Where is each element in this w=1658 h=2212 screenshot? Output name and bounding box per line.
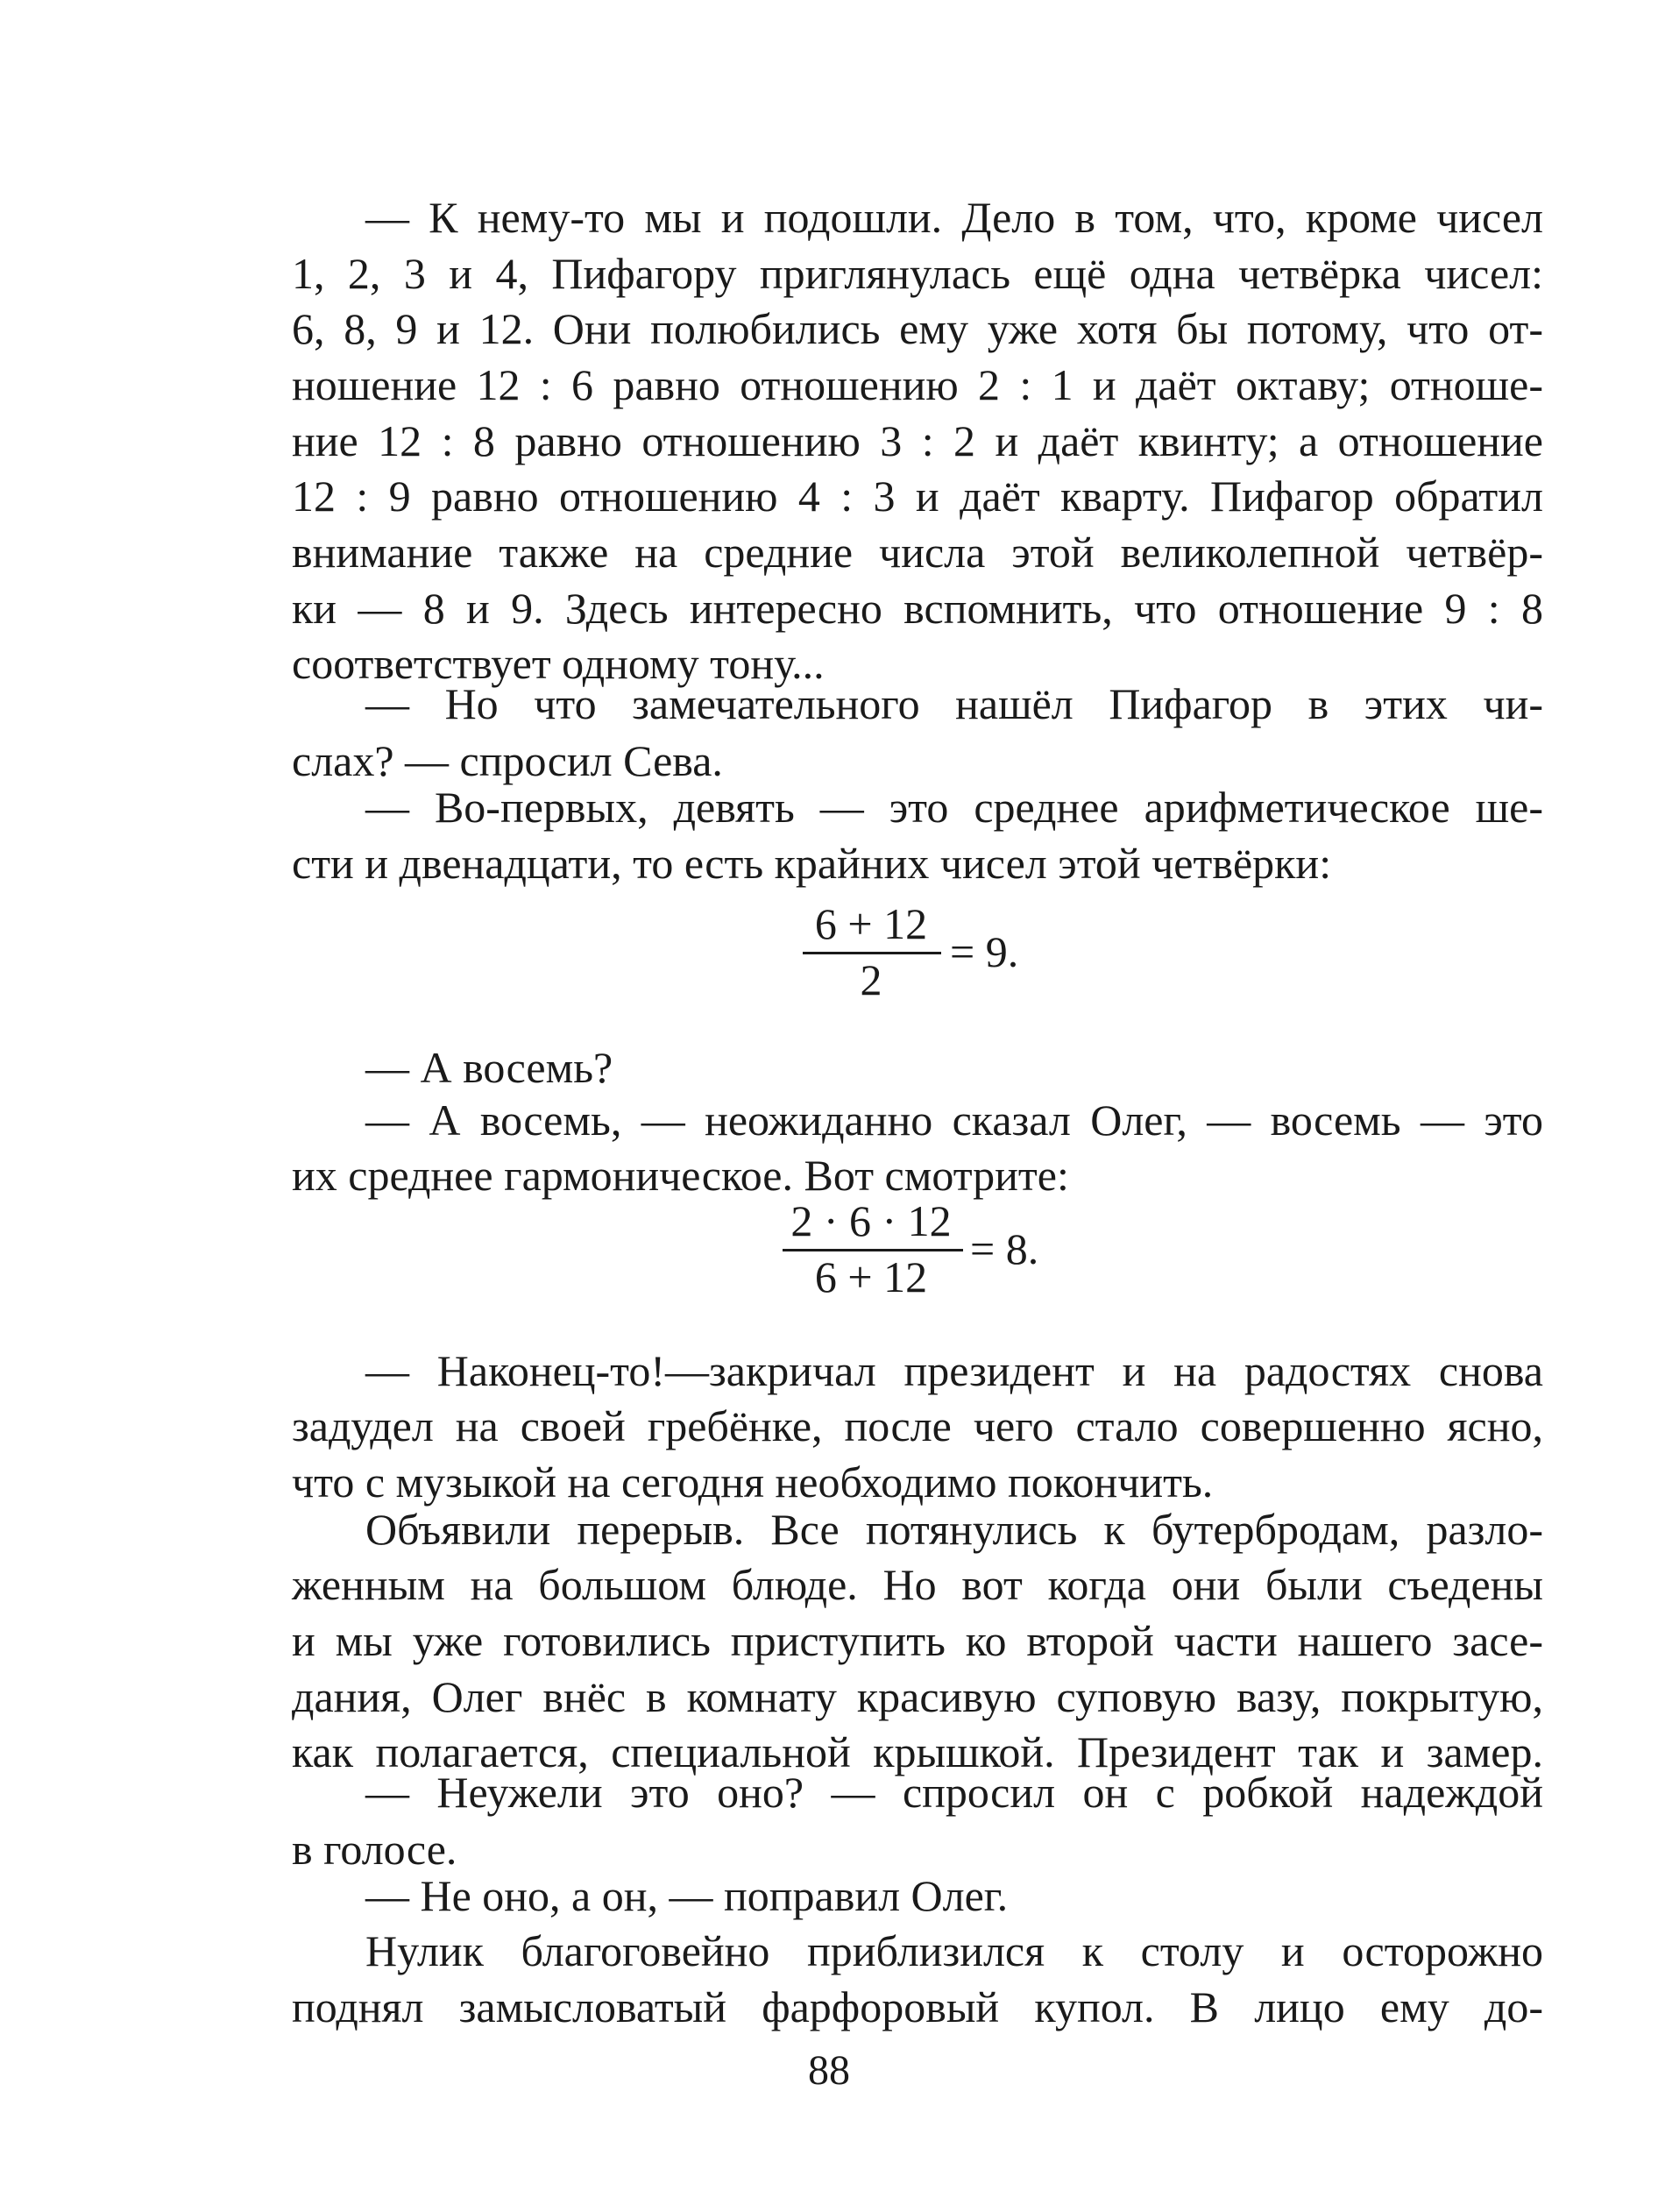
text-line: женным на большом блюде. Но вот когда они были съедены xyxy=(292,1560,1543,1609)
text-line: слах? — спросил Сева. xyxy=(292,736,723,785)
text-line: ние 12 : 8 равно отношению 3 : 2 и даёт квинту; а отношение xyxy=(292,416,1543,465)
text-line: 12 : 9 равно отношению 4 : 3 и даёт кварту. Пифагор обратил xyxy=(292,471,1543,521)
formula-harmonic-mean xyxy=(779,1196,1059,1310)
formula-numerator: 6 + 12 xyxy=(814,899,928,948)
formula-result: = 9. xyxy=(950,927,1019,976)
text-line: внимание также на средние числа этой великолепной четвёр- xyxy=(292,528,1543,577)
text-line: 6, 8, 9 и 12. Они полюбились ему уже хотя бы потому, что от- xyxy=(292,304,1543,353)
text-line: ношение 12 : 6 равно отношению 2 : 1 и даёт октаву; отноше- xyxy=(292,360,1543,409)
text-line: сти и двенадцати, то есть крайних чисел этой четвёрки: xyxy=(292,839,1332,888)
text-line: — К нему-то мы и подошли. Дело в том, что, кроме чисел xyxy=(365,193,1543,242)
text-line: 1, 2, 3 и 4, Пифагору приглянулась ещё одна четвёрка чисел: xyxy=(292,249,1543,298)
text-line: их среднее гармоническое. Вот смотрите: xyxy=(292,1151,1069,1200)
formula-denominator: 6 + 12 xyxy=(814,1252,928,1301)
formula-denominator: 2 xyxy=(860,955,882,1004)
text-line: как полагается, специальной крышкой. Президент так и замер. xyxy=(292,1727,1543,1776)
text-line: — А восемь, — неожиданно сказал Олег, — восемь — это xyxy=(365,1095,1543,1145)
text-line: в голосе. xyxy=(292,1825,457,1874)
text-line: — Не оно, а он, — поправил Олег. xyxy=(365,1871,1009,1920)
fraction-bar xyxy=(803,952,941,954)
formula-arithmetic-mean xyxy=(801,899,1046,1013)
text-line: соответствует одному тону... xyxy=(292,639,825,688)
text-line: что с музыкой на сегодня необходимо покончить. xyxy=(292,1457,1214,1507)
text-line: — Во-первых, девять — это среднее арифметическое ше- xyxy=(365,783,1543,832)
text-line: Объявили перерыв. Все потянулись к бутербродам, разло- xyxy=(365,1505,1543,1554)
text-line: — Наконец-то!—закричал президент и на радостях снова xyxy=(365,1346,1543,1395)
text-line: дания, Олег внёс в комнату красивую суповую вазу, покрытую, xyxy=(292,1672,1543,1721)
text-line: задудел на своей гребёнке, после чего стало совершенно ясно, xyxy=(292,1401,1543,1450)
text-line: — Неужели это оно? — спросил он с робкой надеждой xyxy=(365,1768,1543,1817)
page-number: 88 xyxy=(808,2047,850,2094)
text-line: поднял замысловатый фарфоровый купол. В лицо ему до- xyxy=(292,1982,1543,2031)
text-line: Нулик благоговейно приблизился к столу и осторожно xyxy=(365,1926,1543,1975)
text-line: — А восемь? xyxy=(365,1043,613,1092)
formula-numerator: 2 · 6 · 12 xyxy=(790,1196,952,1245)
fraction-bar xyxy=(783,1249,963,1251)
formula-result: = 8. xyxy=(970,1224,1039,1273)
text-line: — Но что замечательного нашёл Пифагор в этих чи- xyxy=(365,679,1543,728)
text-line: ки — 8 и 9. Здесь интересно вспомнить, что отношение 9 : 8 xyxy=(292,584,1543,633)
text-line: и мы уже готовились приступить ко второй части нашего засе- xyxy=(292,1616,1543,1665)
